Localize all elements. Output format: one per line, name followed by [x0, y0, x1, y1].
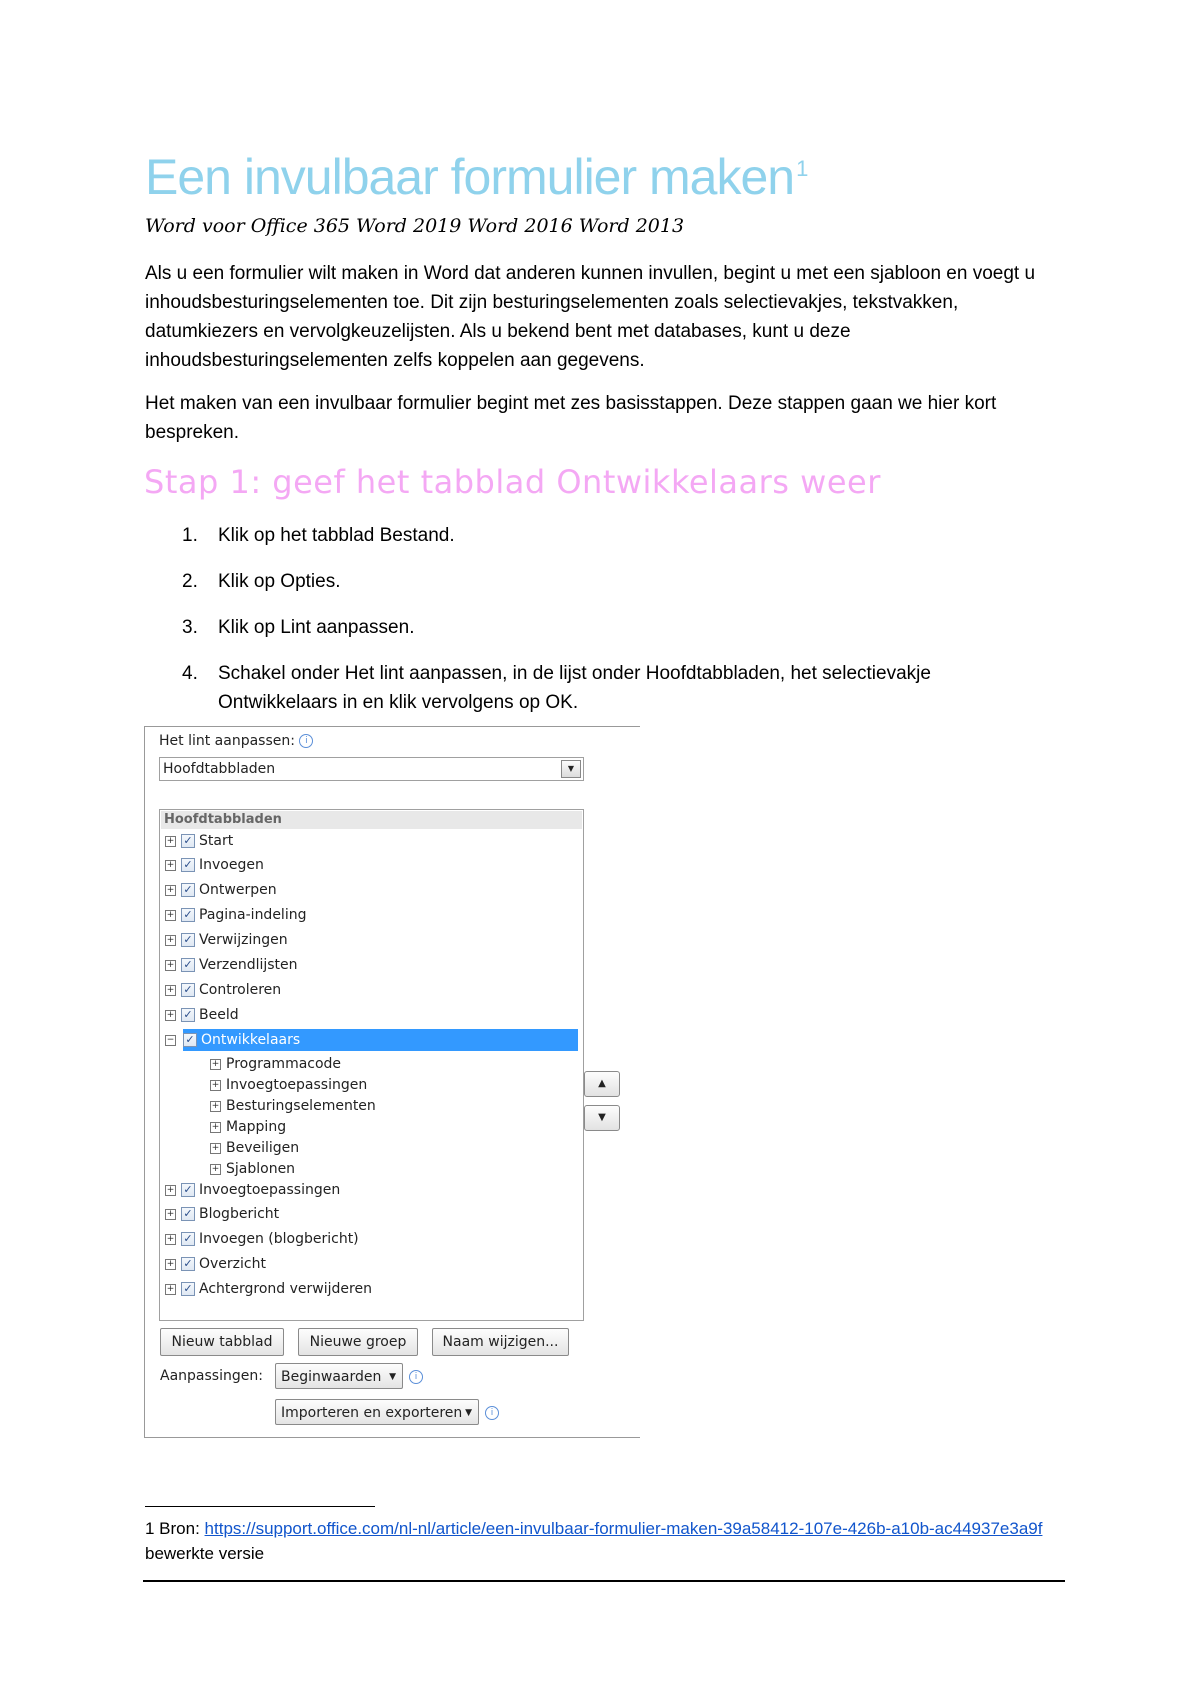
tree-item-ontwikkelaars-selected[interactable]: ✓ Ontwikkelaars — [183, 1029, 578, 1051]
expand-icon: + — [211, 1101, 220, 1111]
expand-icon: + — [211, 1122, 220, 1132]
arrow-down-icon: ▼ — [598, 1112, 606, 1123]
step-text: Klik op Lint aanpassen. — [218, 617, 415, 638]
tree-item-beeld[interactable]: + ✓ Beeld — [166, 1007, 239, 1023]
tree-item-overzicht[interactable]: + ✓ Overzicht — [166, 1256, 266, 1272]
intro-paragraph: Als u een formulier wilt maken in Word dat anderen kunnen invullen, begint u met een sjabloon en voegt u inhoudsbesturingselementen toe. Dit zijn besturingselementen zoals selectievakjes, tekstvakken, datumkiezers en vervolgkeuzelijsten. Als u bekend bent met databases, kunt u deze inhoudsbesturingselementen zelfs koppelen aan gegevens. — [145, 263, 1036, 371]
expand-icon: + — [166, 984, 175, 995]
tree-subitem[interactable]: + Besturingselementen — [211, 1098, 376, 1114]
footnote: 1 Bron: https://support.office.com/nl-nl/article/een-invulbaar-formulier-maken-39a58412-107e-426b-a10b-ac44937e3a9f bewerkte versie — [145, 1519, 1043, 1563]
tree-item-invoegtoepassingen[interactable]: + ✓ Invoegtoepassingen — [166, 1182, 341, 1198]
info-icon: i — [299, 734, 313, 748]
tree-subitem[interactable]: + Programmacode — [211, 1056, 342, 1072]
checkbox-checked-icon: ✓ — [181, 1183, 195, 1197]
tree-item-ontwerpen[interactable]: + ✓ Ontwerpen — [166, 882, 277, 898]
checkbox-checked-icon: ✓ — [181, 958, 195, 972]
expand-icon: + — [211, 1164, 220, 1174]
checkbox-checked-icon: ✓ — [181, 834, 195, 848]
expand-icon: + — [211, 1059, 220, 1069]
step-number: 2. — [182, 571, 198, 592]
source-link[interactable]: https://support.office.com/nl-nl/article/een-invulbaar-formulier-maken-39a58412-107e-426b-a10b-ac44937e3a9f — [204, 1519, 1043, 1538]
chevron-down-icon[interactable]: ▼ — [561, 760, 581, 778]
tree-item-verzendlijsten[interactable]: + ✓ Verzendlijsten — [166, 957, 298, 973]
expand-icon: + — [166, 1009, 175, 1020]
expand-icon: + — [166, 934, 175, 945]
tree-header: Hoofdtabbladen — [161, 811, 582, 829]
page-bottom-rule — [143, 1580, 1065, 1582]
customize-ribbon-label: Het lint aanpassen: i — [159, 733, 313, 749]
tree-item-blogbericht[interactable]: + ✓ Blogbericht — [166, 1206, 280, 1222]
expand-icon: + — [166, 884, 175, 895]
import-export-dropdown[interactable]: Importeren en exporteren ▼ — [275, 1399, 479, 1425]
ribbon-tabs-select[interactable]: Hoofdtabbladen ▼ — [159, 757, 584, 781]
step-text: Klik op Opties. — [218, 571, 341, 592]
checkbox-checked-icon: ✓ — [181, 983, 195, 997]
move-up-button[interactable] — [584, 1071, 620, 1097]
footnote-ref[interactable]: 1 — [796, 156, 808, 181]
subtitle: Word voor Office 365 Word 2019 Word 2016 Word 2013 — [145, 215, 685, 237]
expand-icon: + — [166, 1208, 175, 1219]
chevron-down-icon: ▼ — [465, 1408, 472, 1418]
expand-icon: + — [166, 959, 175, 970]
checkbox-checked-icon: ✓ — [181, 858, 195, 872]
ribbon-tabs-tree[interactable] — [159, 809, 584, 1321]
expand-icon: + — [166, 1184, 175, 1195]
checkbox-checked-icon: ✓ — [181, 908, 195, 922]
tree-item-verwijzingen[interactable]: + ✓ Verwijzingen — [166, 932, 288, 948]
tree-item-start[interactable]: + ✓ Start — [166, 833, 234, 849]
footnote-separator — [145, 1506, 375, 1507]
step-number: 4. — [182, 663, 198, 684]
tree-item-controleren[interactable]: + ✓ Controleren — [166, 982, 282, 998]
steps-intro-paragraph: Het maken van een invulbaar formulier begint met zes basisstappen. Deze stappen gaan we hier kort bespreken. — [145, 393, 997, 443]
new-group-button[interactable]: Nieuwe groep — [298, 1328, 418, 1356]
move-down-button[interactable] — [584, 1105, 620, 1131]
tree-subitem[interactable]: + Mapping — [211, 1119, 287, 1135]
tree-item-ontwikkelaars[interactable] — [165, 1029, 181, 1051]
arrow-up-icon: ▲ — [598, 1078, 606, 1089]
checkbox-checked-icon: ✓ — [181, 1257, 195, 1271]
info-icon: i — [485, 1406, 499, 1420]
expand-icon: + — [166, 1283, 175, 1294]
expand-icon: + — [166, 835, 175, 846]
rename-button[interactable]: Naam wijzigen... — [432, 1328, 569, 1356]
expand-icon: + — [166, 1233, 175, 1244]
expand-icon: + — [211, 1080, 220, 1090]
tree-subitem[interactable]: + Invoegtoepassingen — [211, 1077, 368, 1093]
checkbox-checked-icon: ✓ — [181, 1008, 195, 1022]
checkbox-checked-icon: ✓ — [181, 933, 195, 947]
checkbox-checked-icon: ✓ — [183, 1033, 197, 1047]
step-number: 1. — [182, 525, 198, 546]
checkbox-checked-icon: ✓ — [181, 1232, 195, 1246]
expand-icon: + — [166, 909, 175, 920]
tree-item-pagina-indeling[interactable]: + ✓ Pagina-indeling — [166, 907, 307, 923]
step-number: 3. — [182, 617, 198, 638]
page-title: Een invulbaar formulier maken$^1$ — [145, 149, 808, 205]
step-text: Klik op het tabblad Bestand. — [218, 525, 455, 546]
tree-subitem[interactable]: + Sjablonen — [211, 1161, 296, 1177]
new-tab-button[interactable]: Nieuw tabblad — [160, 1328, 284, 1356]
customizations-label: Aanpassingen: — [160, 1368, 263, 1384]
expand-icon: + — [166, 1258, 175, 1269]
chevron-down-icon: ▼ — [389, 1372, 396, 1382]
tree-subitem[interactable]: + Beveiligen — [211, 1140, 300, 1156]
checkbox-checked-icon: ✓ — [181, 1282, 195, 1296]
checkbox-checked-icon: ✓ — [181, 1207, 195, 1221]
tree-item-invoegen-blogbericht[interactable]: + ✓ Invoegen (blogbericht) — [166, 1231, 359, 1247]
step-text: Schakel onder Het lint aanpassen, in de lijst onder Hoofdtabbladen, het selectievakje Ontwikkelaars in en klik vervolgens op OK. — [218, 663, 931, 713]
collapse-icon: − — [166, 1034, 175, 1045]
customize-ribbon-dialog — [144, 726, 640, 1438]
checkbox-checked-icon: ✓ — [181, 883, 195, 897]
reset-dropdown[interactable]: Beginwaarden ▼ — [275, 1363, 403, 1389]
info-icon: i — [409, 1370, 423, 1384]
expand-icon: + — [166, 859, 175, 870]
section-heading: Stap 1: geef het tabblad Ontwikkelaars weer — [144, 463, 881, 501]
tree-item-achtergrond-verwijderen[interactable]: + ✓ Achtergrond verwijderen — [166, 1281, 372, 1297]
tree-item-invoegen[interactable]: + ✓ Invoegen — [166, 857, 264, 873]
expand-icon: + — [211, 1143, 220, 1153]
